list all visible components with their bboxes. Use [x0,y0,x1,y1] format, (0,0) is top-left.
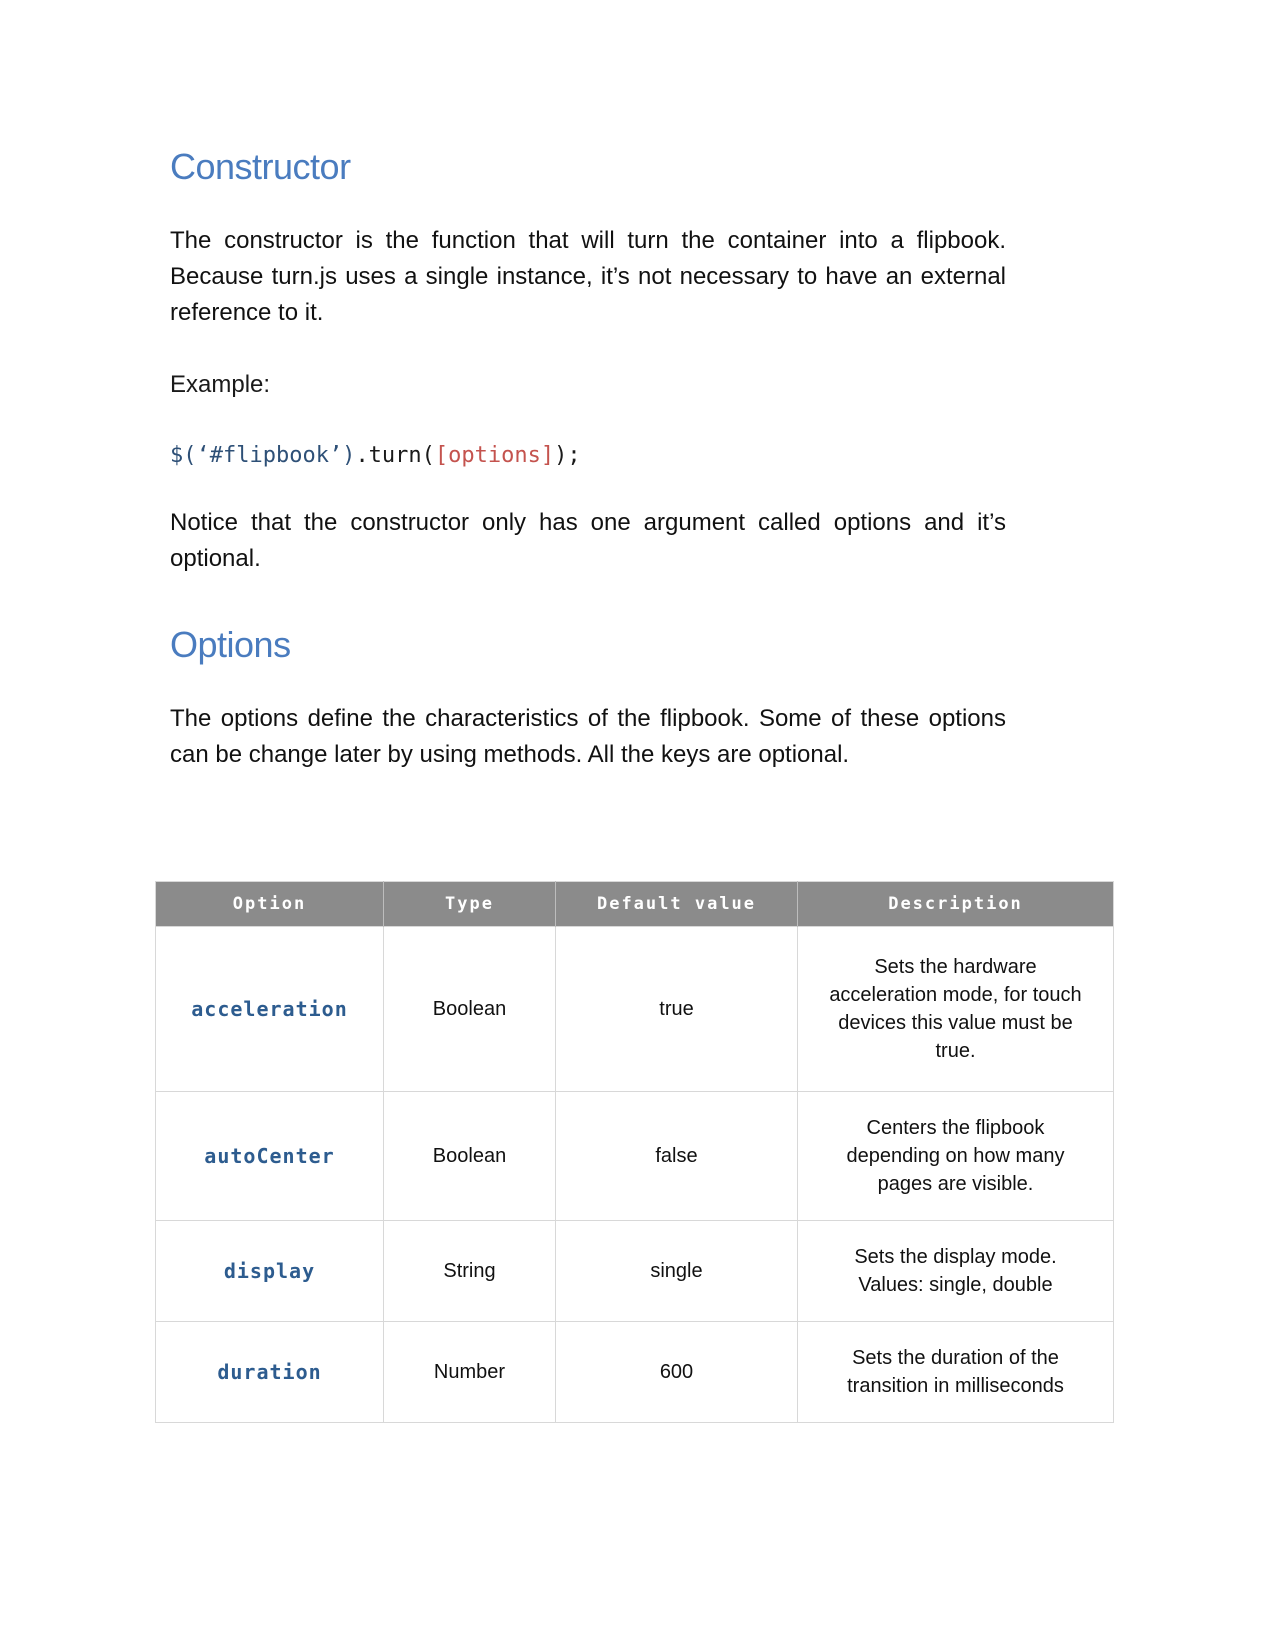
description-cell: Sets the hardware acceleration mode, for touch devices this value must be true. [798,927,1114,1092]
description-cell: Centers the flipbook depending on how many pages are visible. [798,1092,1114,1221]
options-table-body [156,927,1114,1423]
code-options-argument: [options] [434,443,555,468]
options-heading: Options [170,624,291,665]
option-name-cell: acceleration [156,927,384,1092]
table-row [156,1092,1114,1221]
options-table-header [156,882,1114,927]
default-value-cell: false [556,1092,798,1221]
type-cell: Boolean [384,1092,556,1221]
column-header-description: Description [798,882,1114,927]
default-value-cell: true [556,927,798,1092]
code-method-call: .turn( [355,443,435,468]
option-name-cell: display [156,1221,384,1322]
options-intro-paragraph: The options define the characteristics of the flipbook. Some of these options can be change later by using methods. All the keys are optional. [170,705,1006,768]
description-cell: Sets the duration of the transition in milliseconds [798,1322,1114,1423]
code-statement-end: ); [554,443,581,468]
code-snippet [170,441,1006,471]
default-value-cell: single [556,1221,798,1322]
option-name-cell: duration [156,1322,384,1423]
table-row [156,927,1114,1092]
code-jquery-selector: $(‘#flipbook’) [170,443,356,468]
table-row [156,1322,1114,1423]
type-cell: Number [384,1322,556,1423]
column-header-type: Type [384,882,556,927]
column-header-option: Option [156,882,384,927]
example-label: Example: [170,371,271,398]
default-value-cell: 600 [556,1322,798,1423]
options-table [155,881,1114,1423]
description-cell: Sets the display mode. Values: single, double [798,1221,1114,1322]
table-row [156,1221,1114,1322]
column-header-default: Default value [556,882,798,927]
option-name-cell: autoCenter [156,1092,384,1221]
constructor-note-paragraph: Notice that the constructor only has one argument called options and it’s optional. [170,509,1006,572]
type-cell: String [384,1221,556,1322]
type-cell: Boolean [384,927,556,1092]
constructor-heading: Constructor [170,146,351,187]
constructor-intro-paragraph: The constructor is the function that will turn the container into a flipbook. Because turn.js uses a single instance, it’s not necessary to have an external reference to it. [170,227,1006,326]
text-column [170,145,1006,773]
